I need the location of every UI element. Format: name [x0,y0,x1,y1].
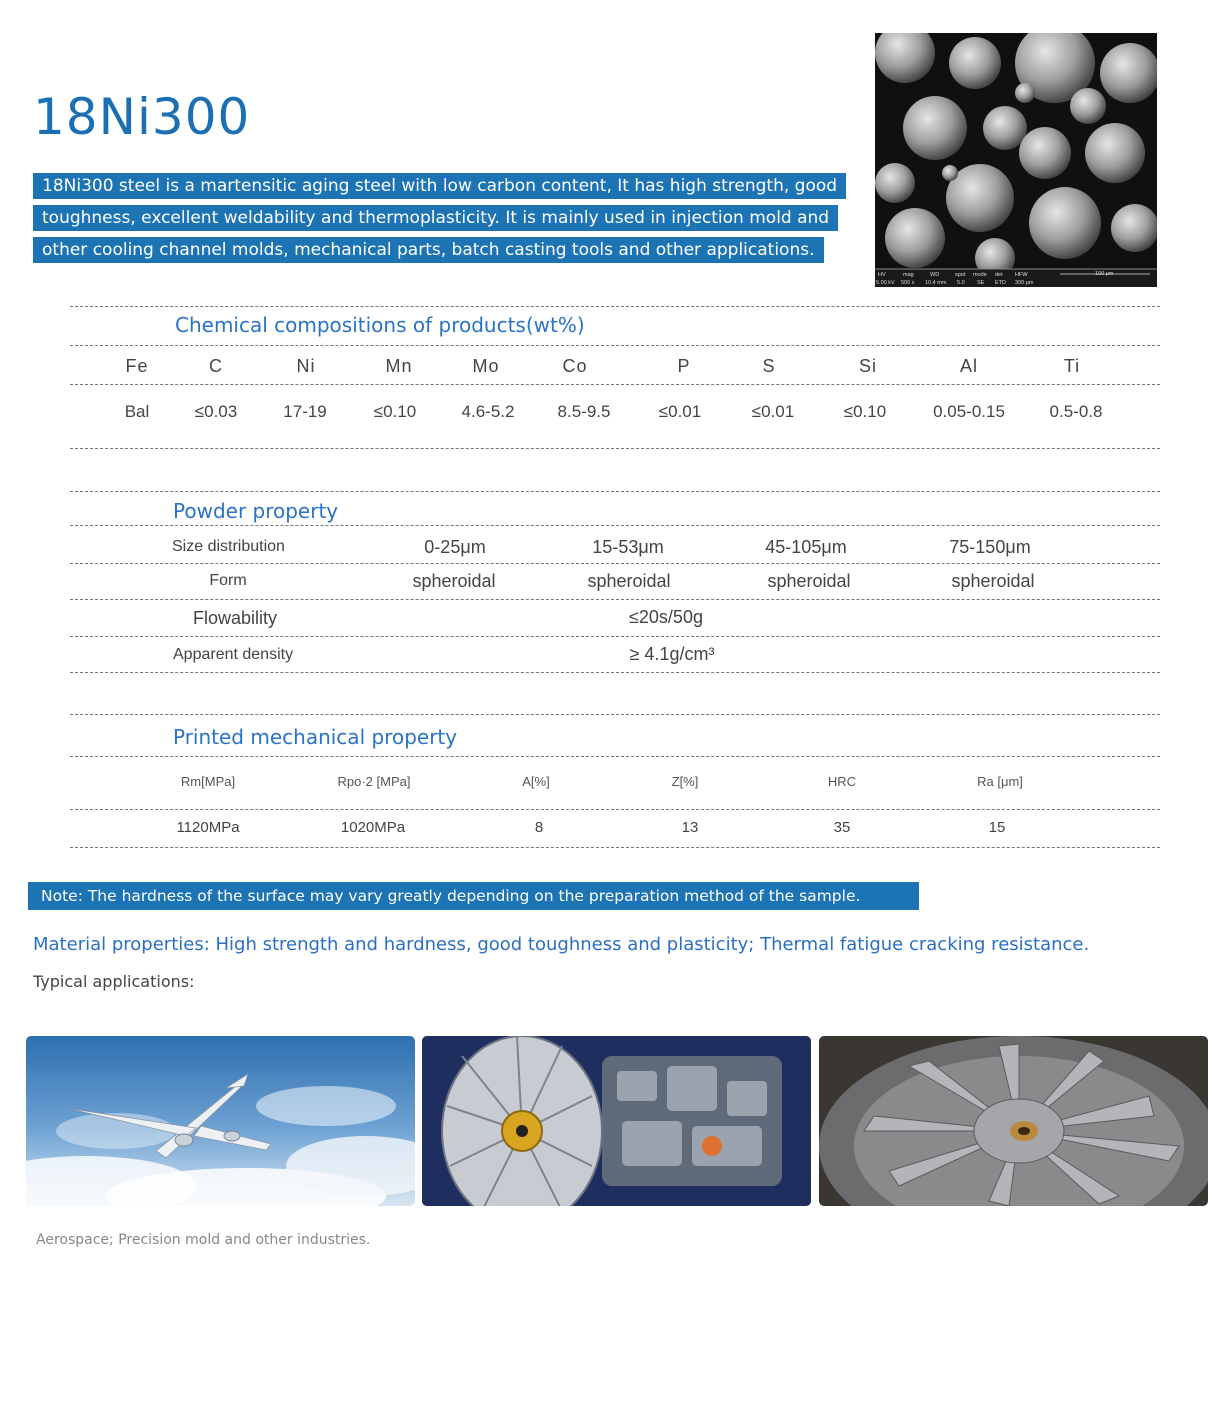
powder-section-title: Powder property [173,499,339,523]
divider [70,345,1160,346]
mech-header-ra: Ra [μm] [977,774,1023,789]
chem-header-fe: Fe [125,356,149,376]
chem-header-ti: Ti [1063,356,1081,376]
material-properties: Material properties: High strength and hardness, good toughness and plasticity; Thermal fatigue cracking resistance. [33,934,1090,955]
description-line-2: toughness, excellent weldability and thermoplasticity. It is mainly used in injection mold and [33,205,838,231]
mech-value-ra: 15 [988,819,1006,836]
size-15-53: 15-53μm [592,537,664,557]
form-value-4: spheroidal [951,571,1035,591]
mech-value-hrc: 35 [833,819,851,836]
sem-value-spot: 5.0 [957,280,965,286]
chem-header-mn: Mn [385,356,413,376]
size-0-25: 0-25μm [424,537,486,557]
divider [70,714,1160,715]
divider [70,563,1160,564]
chem-value-co: 8.5-9.5 [557,402,611,421]
sem-label-mode: mode [973,272,987,278]
mech-value-rp: 1020MPa [340,819,406,836]
divider [70,384,1160,385]
chem-header-c: C [209,356,223,376]
chem-header-mo: Mo [472,356,500,376]
divider [70,809,1160,810]
divider [70,525,1160,526]
flowability-value: ≤20s/50g [629,607,703,627]
sem-value-mag: 500 x [901,280,915,286]
mechanical-section-title: Printed mechanical property [173,725,458,749]
aerospace-airplane-image [26,1036,415,1206]
mech-value-z: 13 [681,819,699,836]
sem-value-wd: 10.4 mm [925,280,947,286]
sem-value-hfw: 300 µm [1015,280,1034,286]
flowability-label: Flowability [193,608,278,628]
mech-header-z: Z[%] [671,774,699,789]
chem-value-mn: ≤0.10 [373,402,417,421]
divider [70,599,1160,600]
chem-value-ni: 17-19 [283,402,327,421]
typical-applications-label: Typical applications: [33,972,195,991]
mech-header-rp: Rpo·2 [MPa] [337,774,411,789]
chem-value-mo: 4.6-5.2 [461,402,515,421]
form-value-2: spheroidal [587,571,671,591]
divider [70,306,1160,307]
chemical-section-title: Chemical compositions of products(wt%) [175,313,585,337]
note-banner: Note: The hardness of the surface may vary greatly depending on the preparation method of the sample. [28,882,919,910]
mech-value-rm: 1120MPa [176,819,240,836]
description-block [33,173,838,269]
sem-scale-bar: 100 µm [1095,271,1114,277]
mech-header-hrc: HRC [827,774,857,789]
sem-value-mode: SE [977,280,985,286]
chem-value-p: ≤0.01 [658,402,702,421]
apparent-density-label: Apparent density [173,646,294,663]
description-line-1: 18Ni300 steel is a martensitic aging steel with low carbon content, It has high strength, good [33,173,846,199]
apparent-density-value: ≥ 4.1g/cm³ [629,644,715,664]
chem-value-ti: 0.5-0.8 [1049,402,1103,421]
chem-value-s: ≤0.01 [751,402,795,421]
mech-header-a: A[%] [522,774,550,789]
sem-value-hv: 5.00 kV [876,280,895,286]
powder-sem-image [875,33,1157,287]
form-label: Form [209,572,247,589]
page-title: 18Ni300 [33,88,251,146]
sem-spheres-graphic [875,33,1157,287]
jet-engine-illustration [422,1036,811,1206]
divider [70,636,1160,637]
divider [70,756,1160,757]
mech-value-a: 8 [534,819,544,836]
sem-label-spot: spot [955,272,966,278]
divider [70,672,1160,673]
chem-value-si: ≤0.10 [843,402,887,421]
sem-label-det: det [995,272,1003,278]
sem-value-det: ETD [995,280,1006,286]
size-distribution-label: Size distribution [172,538,285,555]
chem-value-c: ≤0.03 [194,402,238,421]
mech-header-rm: Rm[MPa] [180,774,236,789]
jet-engine-image [422,1036,811,1206]
size-75-150: 75-150μm [949,537,1031,557]
divider [70,491,1160,492]
chem-header-al: Al [959,356,978,376]
chem-header-si: Si [858,356,877,376]
precision-mold-impeller-image [819,1036,1208,1206]
airplane-illustration [26,1036,415,1206]
chem-header-p: P [677,356,691,376]
description-line-3: other cooling channel molds, mechanical parts, batch casting tools and other applications. [33,237,824,263]
size-45-105: 45-105μm [765,537,847,557]
sem-label-mag: mag [903,272,914,278]
sem-label-wd: WD [930,272,940,278]
chem-value-al: 0.05-0.15 [933,402,1005,421]
chem-header-ni: Ni [296,356,316,376]
divider [70,847,1160,848]
form-value-1: spheroidal [412,571,496,591]
chem-header-co: Co [562,356,588,376]
chem-value-fe: Bal [124,402,150,421]
chem-header-s: S [762,356,776,376]
form-value-3: spheroidal [767,571,851,591]
divider [70,448,1160,449]
sem-label-hv: HV [878,272,886,278]
applications-caption: Aerospace; Precision mold and other industries. [36,1232,371,1248]
impeller-illustration [819,1036,1208,1206]
sem-label-hfw: HFW [1015,272,1028,278]
